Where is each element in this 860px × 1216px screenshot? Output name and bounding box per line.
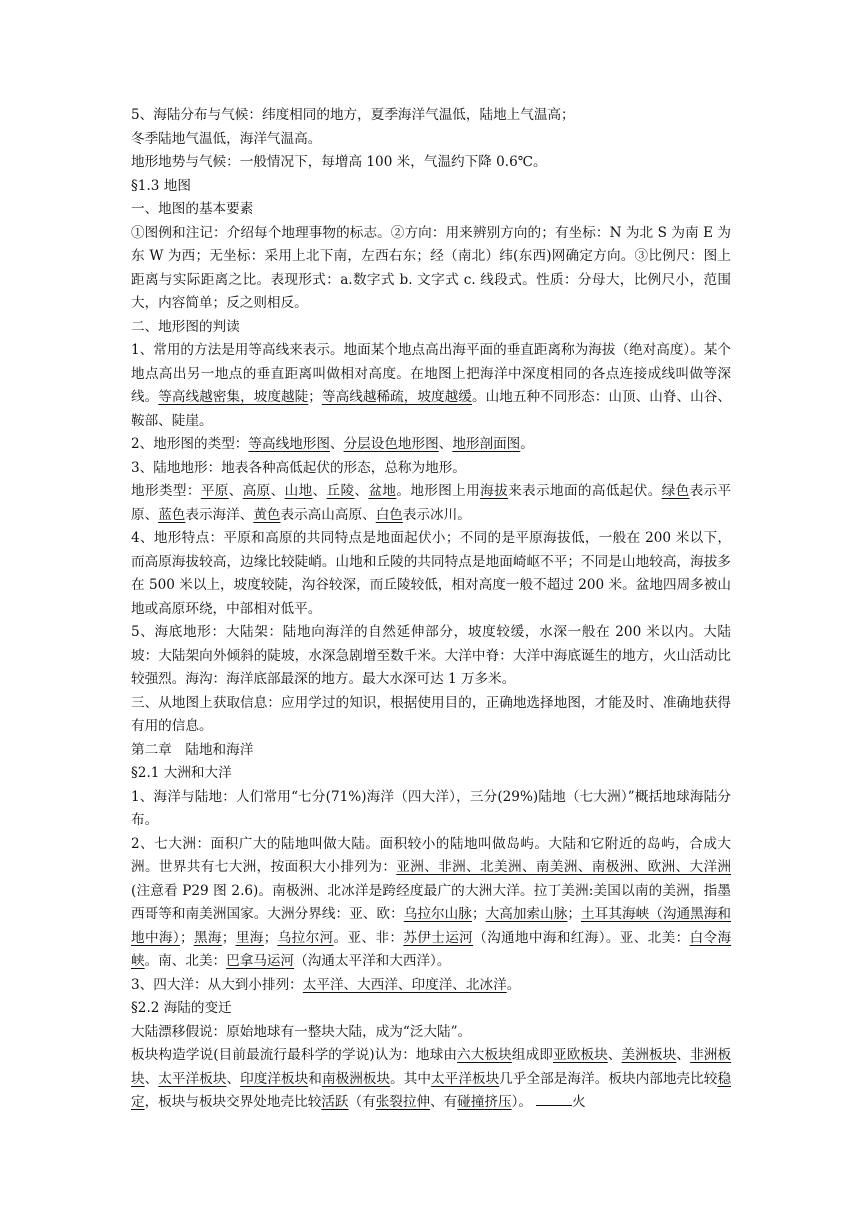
underlined-term: 印度洋板块	[240, 1070, 309, 1087]
underlined-term: 山地	[284, 483, 313, 499]
underlined-term: 蓝色	[158, 506, 186, 523]
paragraph-oceans: 3、四大洋：从大到小排列：太平洋、大西洋、印度洋、北冰洋。	[131, 976, 521, 993]
underlined-term: 太平洋、大西洋、印度洋、北冰洋	[302, 976, 507, 993]
paragraph-landform-types: 地形类型：平原、高原、山地、丘陵、盆地。地形图上用海拔来表示地面的高低起伏。绿色表示平原、蓝色表示海洋、黄色表示高山高原、白色表示冰川。	[131, 483, 732, 523]
fill-in-blank	[536, 1091, 572, 1106]
paragraph-landforms: 3、陆地地形：地表各种高低起伏的形态，总称为地形。	[131, 459, 466, 476]
underlined-term: 大高加索山脉	[485, 906, 568, 922]
paragraph-map-types: 2、地形图的类型：等高线地形图、分层设色地形图、地形剖面图。	[131, 436, 534, 452]
section-heading-1-3: §1.3 地图	[131, 177, 191, 194]
underlined-term: 非洲板块	[131, 1047, 732, 1087]
paragraph-continents: 2、七大洲：面积广大的陆地叫做大陆。面积较小的陆地叫做岛屿。大陆和它附近的岛屿，合成大洲。世界共有七大洲，按面积大小排列为：亚洲、非洲、北美洲、南美洲、南极洲、欧洲、大洋洲(注意看 P29 图 2.6)。南极洲、北冰洋是跨经度最广的大洲大洋。拉丁美洲:美国以南的美洲，指墨西哥等和南美洲国家。大洲分界线：亚、欧：乌拉尔山脉；大高加索山脉；土耳其海峡（沟通黑海和地中海）；黑海；里海；乌拉尔河。亚、非：苏伊士运河（沟通地中海和红海）。亚、北美：白令海峡。南、北美：巴拿马运河（沟通太平洋和大西洋）。	[131, 835, 732, 969]
underlined-term: 亚欧板块	[552, 1047, 608, 1063]
document-body	[131, 104, 731, 1115]
underlined-term: 碰撞挤压	[457, 1094, 512, 1110]
underlined-term: 苏伊士运河	[403, 929, 474, 946]
underlined-term: 绿色	[661, 483, 690, 499]
underlined-term: 等高线越密集，坡度越陡	[158, 389, 309, 405]
chapter-heading-2: 第二章 陆地和海洋	[131, 741, 254, 758]
underlined-term: 巴拿马运河	[226, 953, 295, 969]
underlined-term: 张裂拉伸	[375, 1094, 431, 1110]
paragraph-1: 5、海陆分布与气候：纬度相同的地方，夏季海洋气温低，陆地上气温高；	[131, 107, 575, 123]
underlined-term: 白色	[375, 506, 403, 523]
underlined-term: 黄色	[253, 506, 281, 523]
paragraph-2: 冬季陆地气温低，海洋气温高。	[131, 130, 322, 147]
paragraph-sea-land: 1、海洋与陆地：人们常用“七分(71%)海洋（四大洋），三分(29%)陆地（七大洲）”概括地球海陆分布。	[131, 788, 731, 828]
paragraph-landform-features: 4、地形特点：平原和高原的共同特点是地面起伏小；不同的是平原海拔低，一般在 200 米以下，而高原海拔较高，边缘比较陡峭。山地和丘陵的共同特点是地面崎岖不平；不同是山地较高，海拔多在 500 米以上，坡度较陡，沟谷较深，而丘陵较低，相对高度一般不超过 200 米。盆地四周多被山地或高原环绕，中部相对低平。	[131, 530, 731, 617]
underlined-term: 等高线越稀疏，坡度越缓	[321, 389, 472, 405]
paragraph-map-elements: ①图例和注记：介绍每个地理事物的标志。②方向：用来辨别方向的；有坐标：N 为北 S 为南 E 为东 W 为西；无坐标：采用上北下南，左西右东；经（南北）纬(东西)网确定方向。③比例尺：图上距离与实际距离之比。表现形式：a.数字式 b. 文字式 c. 线段式。性质：分母大，比例尺小，范围大，内容简单；反之则相反。	[131, 224, 731, 311]
underlined-term: 稳定	[131, 1070, 732, 1110]
paragraph-3: 地形地势与气候：一般情况下，每增高 100 米，气温约下降 0.6℃。	[131, 154, 547, 170]
underlined-term: 六大板块	[457, 1047, 512, 1063]
underlined-term: 活跃	[321, 1094, 349, 1110]
underlined-term: 美洲板块	[621, 1047, 677, 1063]
underlined-term: 白令海峡	[131, 929, 732, 969]
paragraph-continental-drift: 大陆漂移假说：原始地球有一整块大陆，成为“泛大陆”。	[131, 1023, 472, 1040]
underlined-term: 等高线地形图	[248, 436, 330, 452]
underlined-term: 平原	[200, 483, 229, 499]
subheading-map-elements: 一、地图的基本要素	[131, 201, 254, 217]
section-heading-2-1: §2.1 大洲和大洋	[131, 765, 232, 781]
underlined-term: 亚洲、非洲、北美洲、南美洲、南极洲、欧洲、大洋洲	[396, 859, 732, 875]
underlined-term: 乌拉尔山脉	[403, 906, 472, 922]
section-heading-2-2: §2.2 海陆的变迁	[131, 1000, 232, 1016]
underlined-term: 南极洲板块	[321, 1070, 391, 1087]
underlined-term: 黑海	[193, 929, 222, 946]
underlined-term: 里海	[235, 929, 264, 946]
underlined-term: 海拔	[480, 483, 509, 499]
paragraph-contour: 1、常用的方法是用等高线来表示。地面某个地点高出海平面的垂直距离称为海拔（绝对高度）。某个地点高出另一地点的垂直距离叫做相对高度。在地图上把海洋中深度相同的各点连接成线叫做等深线。等高线越密集，坡度越陡；等高线越稀疏，坡度越缓。山地五种不同形态：山顶、山脊、山谷、鞍部、陡崖。	[131, 342, 732, 429]
underlined-term: 分层设色地形图	[343, 436, 439, 452]
underlined-term: 地形剖面图	[452, 436, 521, 452]
paragraph-map-info: 三、从地图上获取信息：应用学过的知识，根据使用目的，正确地选择地图，才能及时、准确地获得有用的信息。	[131, 694, 731, 734]
underlined-term: 太平洋板块	[431, 1070, 500, 1087]
paragraph-plate-tectonics: 板块构造学说(目前最流行最科学的学说)认为：地球由六大板块组成即亚欧板块、美洲板块、非洲板块、太平洋板块、印度洋板块和南极洲板块。其中太平洋板块几乎全部是海洋。板块内部地壳比较稳定，板块与板块交界处地壳比较活跃（有张裂拉伸、有碰撞挤压）。 火	[131, 1047, 732, 1110]
underlined-term: 盆地	[368, 483, 397, 499]
underlined-term: 土耳其海峡（沟通黑海和地中海）	[131, 906, 732, 946]
underlined-term: 乌拉尔河	[277, 929, 334, 946]
underlined-term: 太平洋板块	[158, 1070, 227, 1087]
subheading-terrain-map: 二、地形图的判读	[131, 318, 240, 335]
underlined-term: 高原	[242, 483, 271, 499]
paragraph-seabed: 5、海底地形：大陆架：陆地向海洋的自然延伸部分，坡度较缓，水深一般在 200 米以内。大陆坡：大陆架向外倾斜的陡坡，水深急剧增至数千米。大洋中脊：大洋中海底诞生的地方，火山活动比较强烈。海沟：海洋底部最深的地方。最大水深可达 1 万多米。	[131, 624, 731, 687]
underlined-term: 丘陵	[326, 483, 355, 499]
